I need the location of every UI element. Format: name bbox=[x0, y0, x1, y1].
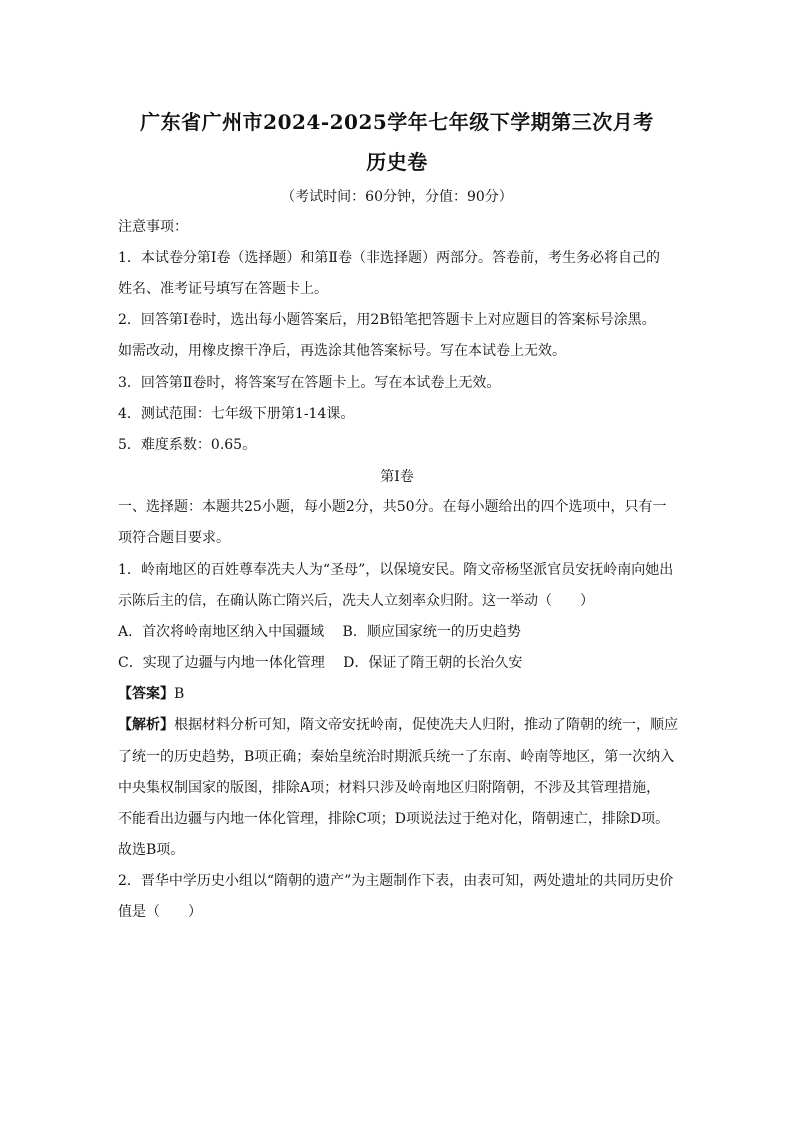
question-options: C．实现了边疆与内地一体化管理 D．保证了隋王朝的长治久安 bbox=[118, 655, 523, 671]
question-stem: 示陈后主的信，在确认陈亡隋兴后，冼夫人立刻率众归附。这一举动（ ） bbox=[118, 593, 594, 609]
page-title: 广东省广州市2024-2025学年七年级下学期第三次月考 bbox=[140, 110, 654, 134]
notes-line: 姓名、准考证号填写在答题卡上。 bbox=[118, 281, 328, 297]
section-title: 第Ⅰ卷 bbox=[380, 469, 414, 485]
notes-heading: 注意事项： bbox=[118, 219, 188, 235]
analysis-line bbox=[118, 715, 683, 735]
analysis-line: 了统一的历史趋势，B项正确；秦始皇统治时期派兵统一了东南、岭南等地区，第一次纳入 bbox=[118, 749, 675, 765]
notes-line: 4．测试范围：七年级下册第1-14课。 bbox=[118, 406, 355, 422]
page-subtitle: 历史卷 bbox=[366, 150, 428, 174]
question-stem: 2．晋华中学历史小组以“隋朝的遗产”为主题制作下表，由表可知，两处遗址的共同历史价 bbox=[118, 873, 674, 889]
question-options: A．首次将岭南地区纳入中国疆域 B．顺应国家统一的历史趋势 bbox=[118, 624, 521, 640]
section-intro: 一、选择题：本题共25小题，每小题2分，共50分。在每小题给出的四个选项中，只有一 bbox=[118, 499, 667, 515]
notes-line: 1．本试卷分第Ⅰ卷（选择题）和第Ⅱ卷（非选择题）两部分。答卷前，考生务必将自己的 bbox=[118, 250, 660, 266]
answer-line bbox=[118, 684, 683, 704]
section-intro: 项符合题目要求。 bbox=[118, 530, 230, 546]
question-stem: 1．岭南地区的百姓尊奉冼夫人为“圣母”，以保境安民。隋文帝杨坚派官员安抚岭南向她出 bbox=[118, 562, 674, 578]
notes-line: 3．回答第Ⅱ卷时，将答案写在答题卡上。写在本试卷上无效。 bbox=[118, 375, 501, 391]
notes-line: 5．难度系数：0.65。 bbox=[118, 437, 257, 453]
notes-line: 如需改动，用橡皮擦干净后，再选涂其他答案标号。写在本试卷上无效。 bbox=[118, 343, 566, 359]
notes-line: 2．回答第Ⅰ卷时，选出每小题答案后，用2B铅笔把答题卡上对应题目的答案标号涂黑。 bbox=[118, 312, 656, 328]
analysis-line: 中央集权制国家的版图，排除A项；材料只涉及岭南地区归附隋朝，不涉及其管理措施， bbox=[118, 780, 661, 796]
answer-label: 【答案】 bbox=[118, 686, 174, 702]
question-stem: 值是（ ） bbox=[118, 904, 202, 920]
answer-value: B bbox=[174, 686, 185, 702]
exam-info: （考试时间：60分钟，分值：90分） bbox=[281, 189, 513, 205]
analysis-line: 故选B项。 bbox=[118, 842, 185, 858]
analysis-line: 不能看出边疆与内地一体化管理，排除C项；D项说法过于绝对化，隋朝速亡，排除D项。 bbox=[118, 811, 670, 827]
analysis-label: 【解析】 bbox=[118, 717, 174, 733]
analysis-text: 根据材料分析可知，隋文帝安抚岭南，促使冼夫人归附，推动了隋朝的统一，顺应 bbox=[174, 717, 678, 733]
